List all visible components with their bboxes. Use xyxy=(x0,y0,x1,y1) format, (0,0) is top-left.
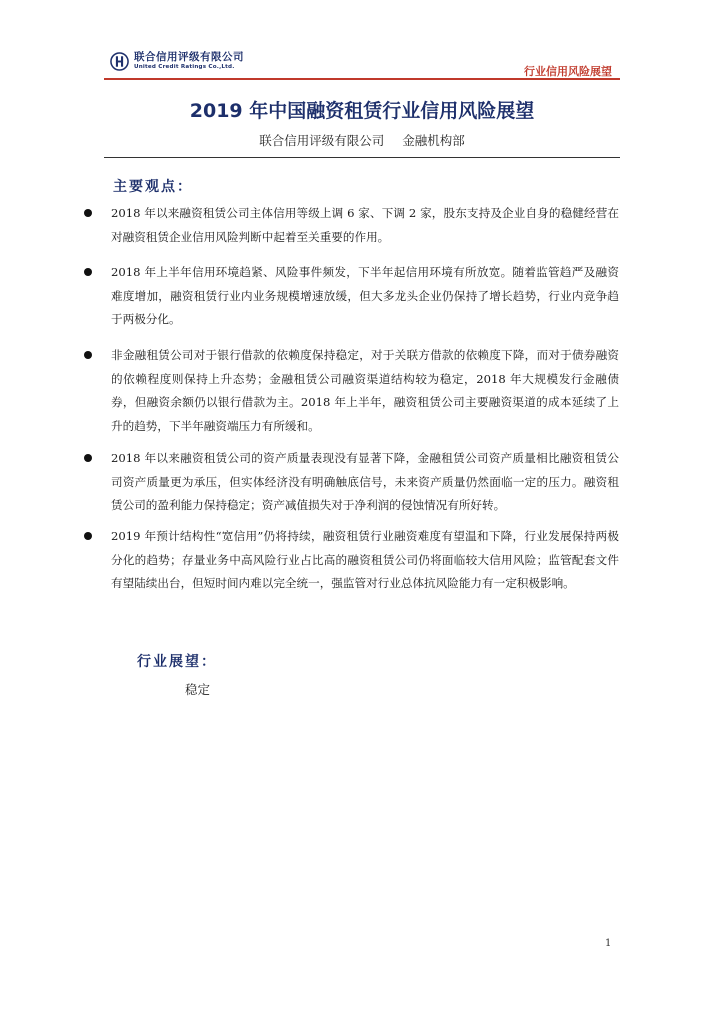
outlook-heading: 行业展望： xyxy=(137,654,217,670)
bullet-icon xyxy=(84,532,92,540)
logo-company-name: 联合信用评级有限公司 xyxy=(134,51,244,64)
key-point-text: 2018 年以来融资租赁公司主体信用等级上调 6 家、下调 2 家，股东支持及企业自身的稳健经营在对融资租赁企业信用风险判断中起着至关重要的作用。 xyxy=(111,206,619,244)
key-point-text: 2019 年预计结构性“宽信用”仍将持续，融资租赁行业融资难度有望温和下降，行业发展保持两极分化的趋势；存量业务中高风险行业占比高的融资租赁公司仍将面临较大信用风险；监管配套文件有望陆续出台，但短时间内难以完全统一，强监管对行业总体抗风险能力有一定积极影响。 xyxy=(111,529,619,590)
key-point-text: 非金融租赁公司对于银行借款的依赖度保持稳定，对于关联方借款的依赖度下降，而对于债券融资的依赖程度则保持上升态势；金融租赁公司融资渠道结构较为稳定，2018 年大规模发行金融债券，但融资余额仍以银行借款为主。2018 年上半年，融资租赁公司主要融资渠道的成本延续了上升的趋势，下半年融资端压力有所缓和。 xyxy=(111,348,619,433)
company-logo xyxy=(110,52,244,71)
document-subtitle: 联合信用评级有限公司 金融机构部 xyxy=(259,133,465,148)
key-point-text: 2018 年以来融资租赁公司的资产质量表现没有显著下降，金融租赁公司资产质量相比融资租赁公司资产质量更为承压，但实体经济没有明确触底信号，未来资产质量仍然面临一定的压力。融资租赁公司的盈利能力保持稳定；资产减值损失对于净利润的侵蚀情况有所好转。 xyxy=(111,451,619,512)
key-point-text: 2018 年上半年信用环境趋紧、风险事件频发，下半年起信用环境有所放宽。随着监管趋严及融资难度增加，融资租赁行业内业务规模增速放缓，但大多龙头企业仍保持了增长趋势，行业内竞争趋于两极分化。 xyxy=(111,265,619,326)
logo-company-name-en: United Credit Ratings Co.,Ltd. xyxy=(134,63,235,70)
header-divider xyxy=(104,78,620,80)
header-section-tag: 行业信用风险展望 xyxy=(524,65,612,78)
title-divider xyxy=(104,157,620,158)
outlook-value: 稳定 xyxy=(185,682,211,697)
united-credit-ratings-logo-icon xyxy=(110,52,129,71)
bullet-icon xyxy=(84,454,92,462)
key-points-heading: 主要观点： xyxy=(113,179,193,195)
page-number: 1 xyxy=(605,938,612,949)
document-title: 2019 年中国融资租赁行业信用风险展望 xyxy=(189,100,535,122)
bullet-icon xyxy=(84,209,92,217)
bullet-icon xyxy=(84,268,92,276)
bullet-icon xyxy=(84,351,92,359)
